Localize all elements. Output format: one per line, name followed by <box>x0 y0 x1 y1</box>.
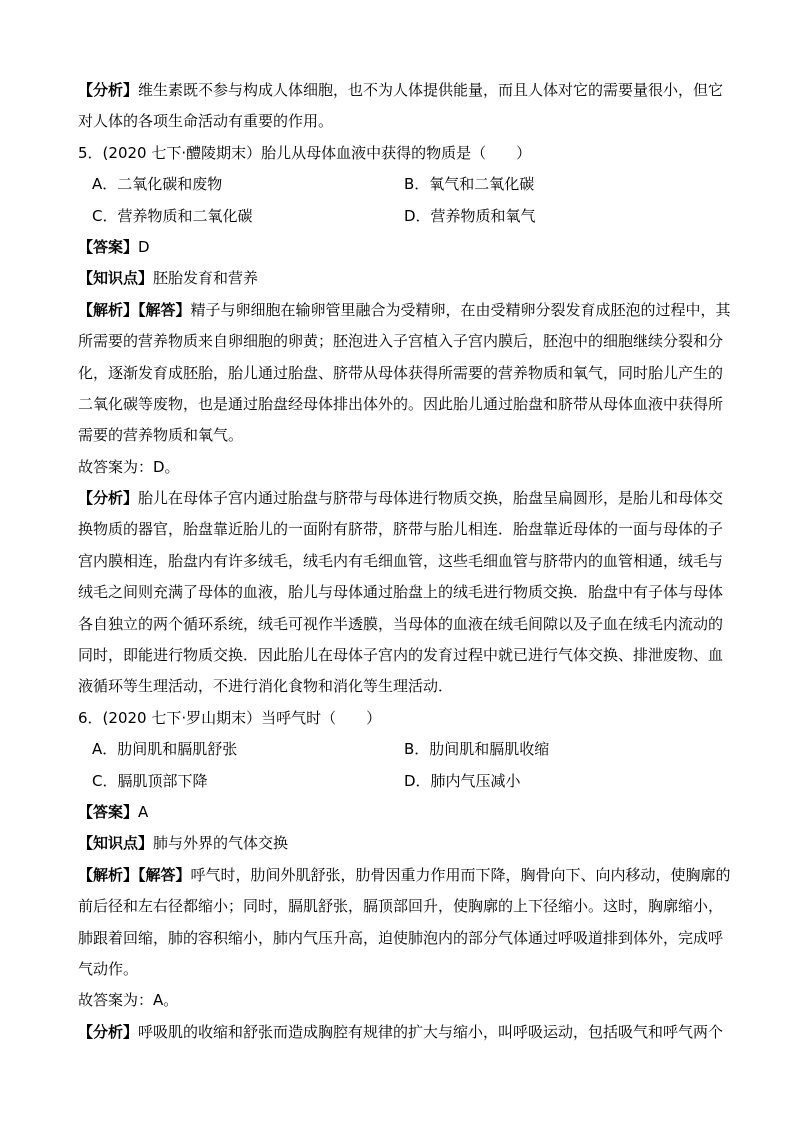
analysis-line: 宫内膜相连，胎盘内有许多绒毛，绒毛内有毛细血管，这些毛细血管与脐带内的血管相通，绒毛与 <box>78 551 724 570</box>
option-b: B．肋间肌和膈肌收缩 <box>404 740 550 759</box>
option-c: C．营养物质和二氧化碳 <box>92 206 253 225</box>
question-6-options-row-1 <box>78 734 723 765</box>
analysis-tag: 【分析】 <box>78 81 139 99</box>
analysis-text: 呼吸肌的收缩和舒张而造成胸腔有规律的扩大与缩小，叫呼吸运动，包括吸气和呼气两个 <box>138 1022 724 1041</box>
answer-value: D <box>138 237 150 256</box>
analysis-line: 同时，即能进行物质交换．因此胎儿在母体子宫内的发育过程中就已进行气体交换、排泄废物、血 <box>78 646 724 665</box>
knowledge-tag: 【知识点】 <box>78 269 154 288</box>
option-a: A．肋间肌和膈肌舒张 <box>92 740 238 759</box>
knowledge-line <box>78 828 723 859</box>
explanation-tag: 【解析】【解答】 <box>78 300 191 319</box>
analysis-line: 液循环等生理活动，不进行消化食物和消化等生理活动． <box>78 677 454 696</box>
explanation-line <box>78 295 731 326</box>
explanation-line: 肺跟着回缩，肺的容积缩小，肺内气压升高，迫使肺泡内的部分气体通过呼吸道排到体外，完成呼 <box>78 928 724 947</box>
explanation-line <box>78 860 731 891</box>
explanation-tag: 【解析】【解答】 <box>78 865 191 884</box>
analysis-line <box>78 75 723 106</box>
answer-line <box>78 232 723 263</box>
explanation-line: 所需要的营养物质来自卵细胞的卵黄；胚泡进入子宫植入子宫内膜后，胚泡中的细胞继续分裂和分 <box>78 332 724 351</box>
explanation-line: 二氧化碳等废物，也是通过胎盘经母体排出体外的。因此胎儿通过胎盘和脐带从母体血液中获得所 <box>78 394 724 413</box>
analysis-tag: 【分析】 <box>78 489 139 508</box>
option-a: A．二氧化碳和废物 <box>92 175 223 194</box>
answer-value: A <box>138 802 149 821</box>
analysis-line: 绒毛之间则充满了母体的血液，胎儿与母体通过胎盘上的绒毛进行物质交换．胎盘中有子体与母体 <box>78 583 724 602</box>
explanation-line: 需要的营养物质和氧气。 <box>78 426 244 445</box>
knowledge-value: 肺与外界的气体交换 <box>153 834 289 853</box>
analysis-line <box>78 483 723 514</box>
knowledge-value: 胚胎发育和营养 <box>153 269 259 288</box>
conclusion-line: 故答案为：D。 <box>78 457 180 476</box>
knowledge-tag: 【知识点】 <box>78 834 154 853</box>
option-b: B．氧气和二氧化碳 <box>404 175 535 194</box>
explanation-line: 前后径和左右径都缩小；同时，膈肌舒张，膈顶部回升，使胸廓的上下径缩小。这时，胸廓缩小， <box>78 897 724 916</box>
answer-tag: 【答案】 <box>78 237 139 256</box>
question-6-stem: 6．(2020 七下·罗山期末）当呼气时（ ） <box>78 708 382 727</box>
explanation-text: 呼气时，肋间外肌舒张，肋骨因重力作用而下降，胸骨向下、向内移动，使胸廓的 <box>190 865 731 884</box>
analysis-text: 维生素既不参与构成人体细胞，也不为人体提供能量，而且人体对它的需要量很小，但它 <box>138 81 724 99</box>
explanation-line: 化，逐渐发育成胚胎，胎儿通过胎盘、脐带从母体获得所需要的营养物质和氧气，同时胎儿产生的 <box>78 363 724 382</box>
analysis-text: 对人体的各项生命活动有重要的作用。 <box>78 112 334 131</box>
analysis-line: 各自独立的两个循环系统，绒毛可视作半透膜，当母体的血液在绒毛间隙以及子血在绒毛内流动的 <box>78 614 724 633</box>
option-c: C．膈肌顶部下降 <box>92 771 208 790</box>
answer-line <box>78 797 723 828</box>
option-d: D．肺内气压减小 <box>404 771 521 790</box>
answer-tag: 【答案】 <box>78 802 139 821</box>
explanation-line: 气动作。 <box>78 959 139 978</box>
question-5-options-row-2 <box>78 201 723 232</box>
question-5-options-row-1 <box>78 169 723 200</box>
conclusion-line: 故答案为：A。 <box>78 991 179 1010</box>
option-d: D．营养物质和氧气 <box>404 206 536 225</box>
document-content <box>78 75 731 1048</box>
analysis-text: 胎儿在母体子宫内通过胎盘与脐带与母体进行物质交换，胎盘呈扁圆形，是胎儿和母体交 <box>138 489 724 508</box>
question-6-options-row-2 <box>78 766 723 797</box>
question-5-stem: 5．(2020 七下·醴陵期末）胎儿从母体血液中获得的物质是（ ） <box>78 143 532 162</box>
analysis-tag: 【分析】 <box>78 1022 139 1041</box>
explanation-text: 精子与卵细胞在输卵管里融合为受精卵，在由受精卵分裂发育成胚泡的过程中，其 <box>190 300 731 319</box>
analysis-line <box>78 106 723 137</box>
analysis-line <box>78 1017 723 1048</box>
analysis-line: 换物质的器官，胎盘靠近胎儿的一面附有脐带，脐带与胎儿相连．胎盘靠近母体的一面与母体的子 <box>78 520 724 539</box>
knowledge-line <box>78 263 723 294</box>
